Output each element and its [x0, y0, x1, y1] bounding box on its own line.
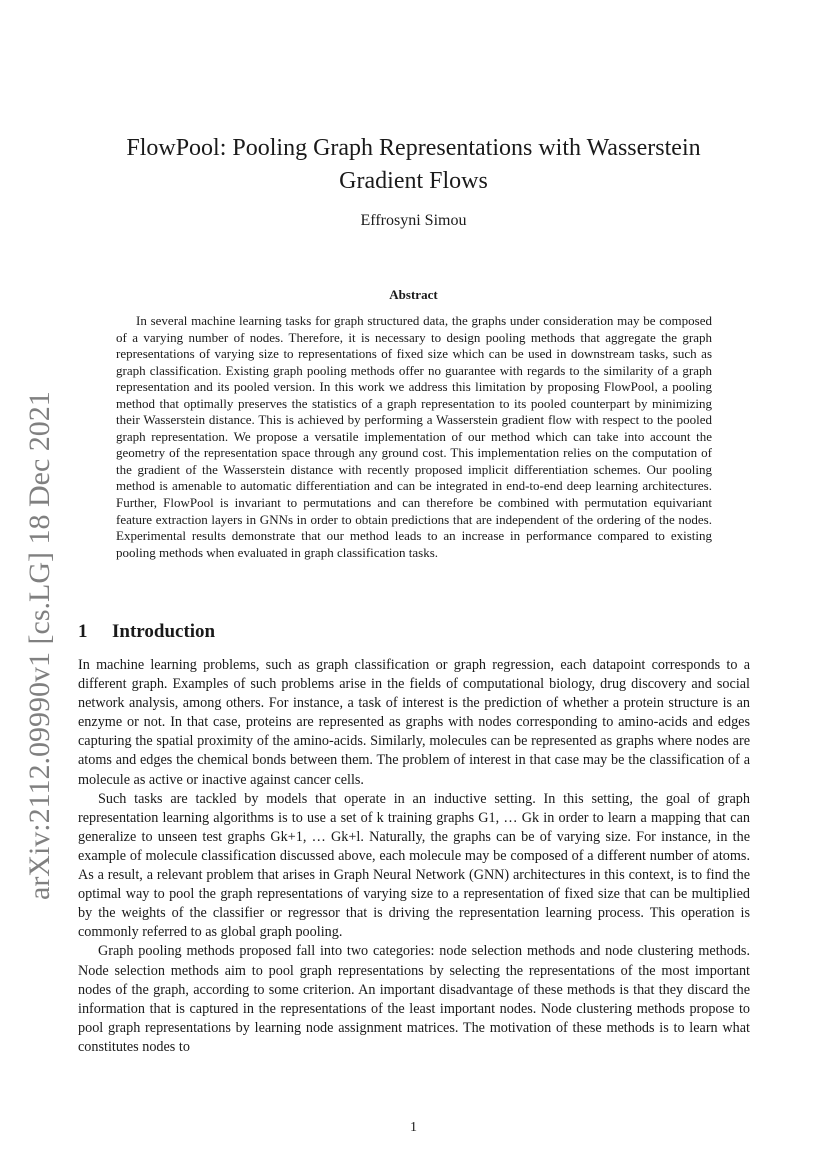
paragraph: Graph pooling methods proposed fall into two categories: node selection methods and node clustering methods. Node selection methods aim to pool graph representations by selecting the representations of the most important nodes of the graph, according to some criterion. An important disadvantage of these methods is that they discard the information that is captured in the representations of the least important nodes. Node clustering methods propose to pool graph representations by learning node assignment matrices. The motivation of these methods is to learn what constitutes nodes to [78, 943, 750, 1055]
paragraph: Such tasks are tackled by models that operate in an inductive setting. In this setting, the goal of graph representation learning algorithms is to use a set of k training graphs G1, … Gk in order to learn a mapping that can generalize to unseen test graphs Gk+1, … Gk+l. Naturally, the graphs can be of varying size. For instance, in the example of molecule classification discussed above, each molecule may be composed of a different number of atoms. As a result, a relevant problem that arises in Graph Neural Network (GNN) architectures in this context, is to find the optimal way to pool the graph representations of varying size to a representation of fixed size that can be multiplied by the weights of the classifier or regressor that is driving the representation learning process. This operation is commonly referred to as global graph pooling. [78, 790, 750, 941]
section-heading [78, 620, 215, 644]
section-title: Introduction [112, 621, 216, 642]
page-number: 1 [410, 1120, 417, 1135]
arxiv-identifier: arXiv:2112.09990v1 [cs.LG] 18 Dec 2021 [23, 391, 56, 900]
section-number: 1 [78, 621, 88, 642]
section-body [78, 656, 750, 1057]
abstract-heading: Abstract [389, 287, 438, 302]
author-name: Effrosyni Simou [360, 212, 467, 229]
paragraph: In machine learning problems, such as graph classification or graph regression, each datapoint corresponds to a different graph. Examples of such problems arise in the fields of computational biology, drug discovery and social network analysis, among others. For instance, a task of interest is the prediction of whether a protein structure is an enzyme or not. In that case, proteins are represented as graphs with nodes corresponding to amino-acids and edges capturing the spatial proximity of the amino-acids. Similarly, molecules can be represented as graphs where nodes are atoms and edges the chemical bonds between them. The problem of interest in that case may be the classification of a molecule as active or inactive against cancer cells. [78, 657, 750, 788]
paper-title: FlowPool: Pooling Graph Representations with Wasserstein Gradient Flows [126, 135, 701, 194]
abstract-text: In several machine learning tasks for graph structured data, the graphs under consideration may be composed of a varying number of nodes. Therefore, it is necessary to design pooling methods that aggregate the graph representations of varying size to representations of fixed size which can be used in downstream tasks, such as graph classification. Existing graph pooling methods offer no guarantee with regards to the similarity of a graph representation and its pooled version. In this work we address this limitation by proposing FlowPool, a pooling method that optimally preserves the statistics of a graph representation to its pooled counterpart by minimizing their Wasserstein distance. This is achieved by performing a Wasserstein gradient flow with respect to the pooled graph representation. We propose a versatile implementation of our method which can take into account the geometry of the representation space through any ground cost. This implementation relies on the computation of the gradient of the Wasserstein distance with recently proposed implicit differentiation schemes. Our pooling method is amenable to automatic differentiation and can be integrated in end-to-end deep learning architectures. Further, FlowPool is invariant to permutations and can therefore be combined with permutation equivariant feature extraction layers in GNNs in order to obtain predictions that are independent of the ordering of the nodes. Experimental results demonstrate that our method leads to an increase in performance compared to existing pooling methods when evaluated in graph classification tasks. [116, 313, 712, 560]
